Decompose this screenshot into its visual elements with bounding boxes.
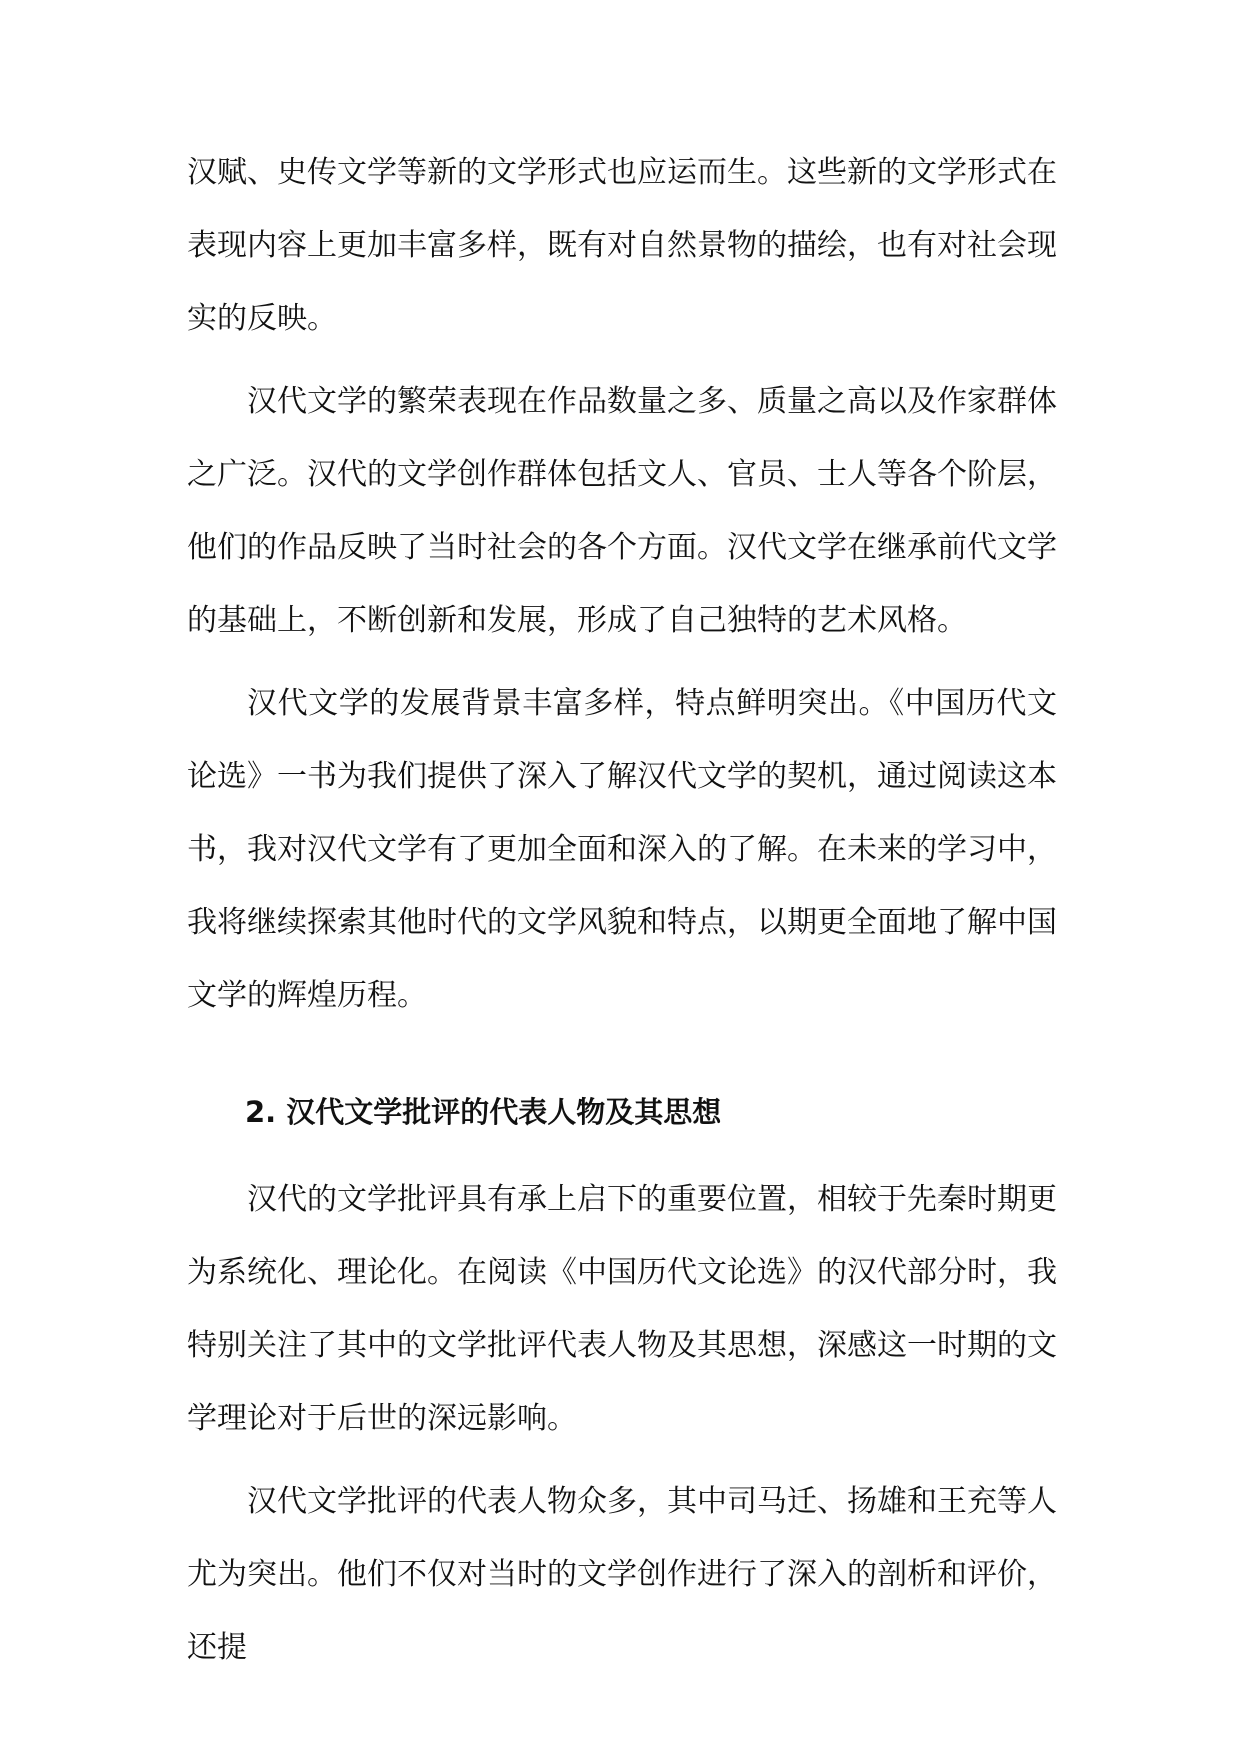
- paragraph-criticism-intro: 汉代的文学批评具有承上启下的重要位置，相较于先秦时期更为系统化、理论化。在阅读《中国历代文论选》的汉代部分时，我特别关注了其中的文学批评代表人物及其思想，深感这一时期的文学理论对于后世的深远影响。: [187, 1182, 1057, 1436]
- paragraph-representatives: 汉代文学批评的代表人物众多，其中司马迁、扬雄和王充等人尤为突出。他们不仅对当时的文学创作进行了深入的剖析和评价，还提: [187, 1484, 1057, 1665]
- paragraph-continuation: 汉赋、史传文学等新的文学形式也应运而生。这些新的文学形式在表现内容上更加丰富多样，既有对自然景物的描绘，也有对社会现实的反映。: [187, 155, 1057, 336]
- section-heading: 2. 汉代文学批评的代表人物及其思想: [245, 1095, 722, 1129]
- paragraph-conclusion: 汉代文学的发展背景丰富多样，特点鲜明突出。《中国历代文论选》一书为我们提供了深入了解汉代文学的契机，通过阅读这本书，我对汉代文学有了更加全面和深入的了解。在未来的学习中，我将继续探索其他时代的文学风貌和特点，以期更全面地了解中国文学的辉煌历程。: [187, 686, 1057, 1013]
- paragraph-prosperity: 汉代文学的繁荣表现在作品数量之多、质量之高以及作家群体之广泛。汉代的文学创作群体包括文人、官员、士人等各个阶层，他们的作品反映了当时社会的各个方面。汉代文学在继承前代文学的基础上，不断创新和发展，形成了自己独特的艺术风格。: [187, 384, 1057, 638]
